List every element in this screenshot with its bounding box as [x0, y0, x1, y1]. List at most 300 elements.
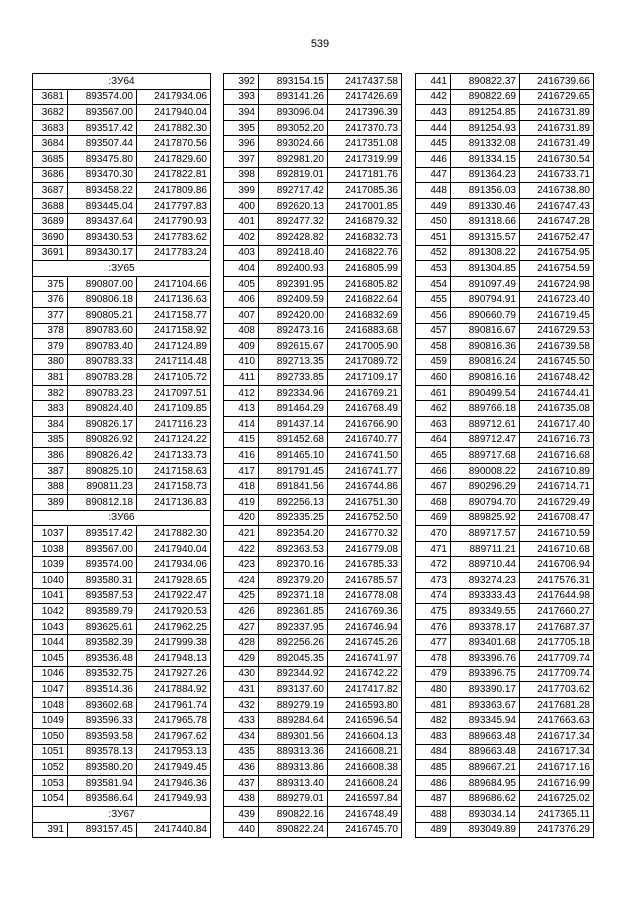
table-row: [224, 573, 402, 589]
point-number: 465: [416, 448, 451, 464]
y-coordinate: 2417370.73: [328, 120, 402, 136]
point-number: 376: [33, 292, 68, 308]
table-row: [224, 89, 402, 105]
y-coordinate: 2417703.62: [520, 682, 594, 698]
x-coordinate: 893034.14: [451, 806, 520, 822]
x-coordinate: 890806.18: [68, 292, 137, 308]
y-coordinate: 2416731.49: [520, 136, 594, 152]
y-coordinate: 2417158.92: [137, 323, 211, 339]
y-coordinate: 2417001.85: [328, 198, 402, 214]
y-coordinate: 2416745.50: [520, 354, 594, 370]
table-row: [33, 573, 211, 589]
y-coordinate: 2416822.76: [328, 245, 402, 261]
y-coordinate: 2416719.45: [520, 307, 594, 323]
x-coordinate: 889717.57: [451, 526, 520, 542]
x-coordinate: 893625.61: [68, 619, 137, 635]
point-number: 448: [416, 183, 451, 199]
x-coordinate: 893574.00: [68, 89, 137, 105]
point-number: 1042: [33, 604, 68, 620]
point-number: 407: [224, 307, 259, 323]
x-coordinate: 890783.33: [68, 354, 137, 370]
y-coordinate: 2416747.28: [520, 214, 594, 230]
table-row: [416, 136, 594, 152]
table-row: [33, 650, 211, 666]
table-row: [416, 448, 594, 464]
table-row: [33, 697, 211, 713]
table-row: [224, 417, 402, 433]
x-coordinate: 893345.94: [451, 713, 520, 729]
point-number: 396: [224, 136, 259, 152]
point-number: 443: [416, 105, 451, 121]
point-number: 476: [416, 619, 451, 635]
table-row: [416, 401, 594, 417]
y-coordinate: 2417953.13: [137, 744, 211, 760]
y-coordinate: 2416785.33: [328, 557, 402, 573]
point-number: 1050: [33, 728, 68, 744]
point-number: 431: [224, 682, 259, 698]
x-coordinate: 893587.53: [68, 588, 137, 604]
x-coordinate: 891356.03: [451, 183, 520, 199]
table-row: [33, 713, 211, 729]
x-coordinate: 893141.26: [259, 89, 328, 105]
point-number: 3686: [33, 167, 68, 183]
table-row: [224, 370, 402, 386]
x-coordinate: 892337.95: [259, 619, 328, 635]
y-coordinate: 2417576.31: [520, 573, 594, 589]
table-row: [416, 276, 594, 292]
point-number: 393: [224, 89, 259, 105]
table-row: [224, 557, 402, 573]
y-coordinate: 2417965.78: [137, 713, 211, 729]
y-coordinate: 2416717.34: [520, 728, 594, 744]
x-coordinate: 890783.40: [68, 339, 137, 355]
table-row: [33, 541, 211, 557]
y-coordinate: 2416717.40: [520, 417, 594, 433]
point-number: 447: [416, 167, 451, 183]
point-number: 392: [224, 74, 259, 90]
x-coordinate: 892354.20: [259, 526, 328, 542]
table-row: [224, 619, 402, 635]
x-coordinate: 891315.57: [451, 229, 520, 245]
y-coordinate: 2417124.22: [137, 432, 211, 448]
x-coordinate: 893430.17: [68, 245, 137, 261]
y-coordinate: 2417934.06: [137, 89, 211, 105]
table-row: [416, 323, 594, 339]
x-coordinate: 893052.20: [259, 120, 328, 136]
y-coordinate: 2416745.70: [328, 822, 402, 838]
x-coordinate: 890499.54: [451, 385, 520, 401]
table-row: [224, 744, 402, 760]
x-coordinate: 890825.10: [68, 463, 137, 479]
y-coordinate: 2416746.94: [328, 619, 402, 635]
table-row: [416, 806, 594, 822]
coordinate-table-2: [223, 73, 402, 838]
page-number: 539: [310, 38, 330, 50]
x-coordinate: 892400.93: [259, 261, 328, 277]
x-coordinate: 893581.94: [68, 775, 137, 791]
x-coordinate: 890660.79: [451, 307, 520, 323]
point-number: 417: [224, 463, 259, 479]
table-row: [33, 307, 211, 323]
point-number: 445: [416, 136, 451, 152]
x-coordinate: 892361.85: [259, 604, 328, 620]
x-coordinate: 889712.61: [451, 417, 520, 433]
x-coordinate: 891334.15: [451, 151, 520, 167]
table-row: [224, 105, 402, 121]
x-coordinate: 890822.37: [451, 74, 520, 90]
point-number: 432: [224, 697, 259, 713]
table-row: [33, 822, 211, 838]
y-coordinate: 2417967.62: [137, 728, 211, 744]
table-row: [416, 557, 594, 573]
table-row: [33, 432, 211, 448]
x-coordinate: 889279.01: [259, 791, 328, 807]
x-coordinate: 893363.67: [451, 697, 520, 713]
y-coordinate: 2416879.32: [328, 214, 402, 230]
point-number: 3687: [33, 183, 68, 199]
table-row: [33, 791, 211, 807]
table-row: [416, 744, 594, 760]
section-header-row: [33, 261, 211, 277]
table-row: [224, 604, 402, 620]
y-coordinate: 2416738.80: [520, 183, 594, 199]
y-coordinate: 2416805.82: [328, 276, 402, 292]
y-coordinate: 2417089.72: [328, 354, 402, 370]
x-coordinate: 890794.70: [451, 495, 520, 511]
point-number: 457: [416, 323, 451, 339]
y-coordinate: 2416832.69: [328, 307, 402, 323]
table-row: [224, 775, 402, 791]
x-coordinate: 889712.47: [451, 432, 520, 448]
x-coordinate: 889766.18: [451, 401, 520, 417]
point-number: 412: [224, 385, 259, 401]
point-number: 387: [33, 463, 68, 479]
y-coordinate: 2416608.38: [328, 760, 402, 776]
x-coordinate: 893567.00: [68, 541, 137, 557]
y-coordinate: 2417376.29: [520, 822, 594, 838]
x-coordinate: 889284.64: [259, 713, 328, 729]
y-coordinate: 2417928.65: [137, 573, 211, 589]
x-coordinate: 889663.48: [451, 728, 520, 744]
x-coordinate: 890816.24: [451, 354, 520, 370]
x-coordinate: 893574.00: [68, 557, 137, 573]
point-number: 1053: [33, 775, 68, 791]
point-number: 471: [416, 541, 451, 557]
section-header: :ЗУ66: [33, 510, 211, 526]
x-coordinate: 893514.36: [68, 682, 137, 698]
point-number: 489: [416, 822, 451, 838]
table-row: [33, 198, 211, 214]
x-coordinate: 890807.00: [68, 276, 137, 292]
point-number: 428: [224, 635, 259, 651]
y-coordinate: 2416731.89: [520, 120, 594, 136]
table-row: [33, 339, 211, 355]
table-row: [224, 307, 402, 323]
y-coordinate: 2417437.58: [328, 74, 402, 90]
point-number: 380: [33, 354, 68, 370]
point-number: 416: [224, 448, 259, 464]
point-number: 446: [416, 151, 451, 167]
table-row: [33, 495, 211, 511]
y-coordinate: 2417426.69: [328, 89, 402, 105]
table-row: [33, 635, 211, 651]
table-row: [224, 463, 402, 479]
y-coordinate: 2417882.30: [137, 120, 211, 136]
table-row: [416, 713, 594, 729]
x-coordinate: 890008.22: [451, 463, 520, 479]
x-coordinate: 893401.68: [451, 635, 520, 651]
y-coordinate: 2416752.47: [520, 229, 594, 245]
point-number: 427: [224, 619, 259, 635]
table-row: [224, 354, 402, 370]
table-row: [416, 682, 594, 698]
y-coordinate: 2416714.71: [520, 479, 594, 495]
point-number: 453: [416, 261, 451, 277]
y-coordinate: 2417114.48: [137, 354, 211, 370]
table-row: [33, 588, 211, 604]
table-row: [33, 526, 211, 542]
y-coordinate: 2416723.40: [520, 292, 594, 308]
y-coordinate: 2417005.90: [328, 339, 402, 355]
table-row: [224, 401, 402, 417]
table-row: [224, 682, 402, 698]
point-number: 386: [33, 448, 68, 464]
point-number: 470: [416, 526, 451, 542]
table-row: [224, 120, 402, 136]
x-coordinate: 890783.23: [68, 385, 137, 401]
table-row: [416, 588, 594, 604]
point-number: 1045: [33, 650, 68, 666]
point-number: 395: [224, 120, 259, 136]
point-number: 483: [416, 728, 451, 744]
x-coordinate: 893567.00: [68, 105, 137, 121]
point-number: 1051: [33, 744, 68, 760]
x-coordinate: 893154.15: [259, 74, 328, 90]
y-coordinate: 2417822.81: [137, 167, 211, 183]
y-coordinate: 2417158.77: [137, 307, 211, 323]
y-coordinate: 2417417.82: [328, 682, 402, 698]
table-row: [416, 463, 594, 479]
section-header: :ЗУ65: [33, 261, 211, 277]
x-coordinate: 893596.33: [68, 713, 137, 729]
x-coordinate: 889711.21: [451, 541, 520, 557]
x-coordinate: 893602.68: [68, 697, 137, 713]
point-number: 3684: [33, 136, 68, 152]
x-coordinate: 892335.25: [259, 510, 328, 526]
point-number: 421: [224, 526, 259, 542]
x-coordinate: 890824.40: [68, 401, 137, 417]
point-number: 487: [416, 791, 451, 807]
point-number: 382: [33, 385, 68, 401]
table-row: [33, 744, 211, 760]
point-number: 450: [416, 214, 451, 230]
y-coordinate: 2417949.93: [137, 791, 211, 807]
table-row: [416, 307, 594, 323]
y-coordinate: 2417999.38: [137, 635, 211, 651]
table-row: [416, 105, 594, 121]
table-row: [416, 354, 594, 370]
point-number: 422: [224, 541, 259, 557]
point-number: 378: [33, 323, 68, 339]
y-coordinate: 2417181.76: [328, 167, 402, 183]
table-row: [416, 635, 594, 651]
point-number: 377: [33, 307, 68, 323]
point-number: 1048: [33, 697, 68, 713]
point-number: 418: [224, 479, 259, 495]
y-coordinate: 2417940.04: [137, 541, 211, 557]
x-coordinate: 893589.79: [68, 604, 137, 620]
x-coordinate: 893437.64: [68, 214, 137, 230]
table-row: [416, 666, 594, 682]
x-coordinate: 892370.16: [259, 557, 328, 573]
table-row: [224, 323, 402, 339]
x-coordinate: 892620.13: [259, 198, 328, 214]
point-number: 3681: [33, 89, 68, 105]
x-coordinate: 892428.82: [259, 229, 328, 245]
point-number: 384: [33, 417, 68, 433]
x-coordinate: 892379.20: [259, 573, 328, 589]
y-coordinate: 2416747.43: [520, 198, 594, 214]
x-coordinate: 893274.23: [451, 573, 520, 589]
y-coordinate: 2417365.11: [520, 806, 594, 822]
y-coordinate: 2417097.51: [137, 385, 211, 401]
x-coordinate: 891330.46: [451, 198, 520, 214]
table-row: [224, 276, 402, 292]
x-coordinate: 889663.48: [451, 744, 520, 760]
y-coordinate: 2417709.74: [520, 666, 594, 682]
table-row: [33, 323, 211, 339]
y-coordinate: 2417829.60: [137, 151, 211, 167]
table-row: [416, 479, 594, 495]
x-coordinate: 892473.16: [259, 323, 328, 339]
table-row: [33, 619, 211, 635]
x-coordinate: 893582.39: [68, 635, 137, 651]
table-row: [33, 167, 211, 183]
table-row: [33, 448, 211, 464]
x-coordinate: 889667.21: [451, 760, 520, 776]
y-coordinate: 2416770.32: [328, 526, 402, 542]
table-row: [33, 105, 211, 121]
table-row: [416, 650, 594, 666]
table-row: [416, 167, 594, 183]
x-coordinate: 889710.44: [451, 557, 520, 573]
point-number: 410: [224, 354, 259, 370]
y-coordinate: 2416708.47: [520, 510, 594, 526]
table-row: [224, 713, 402, 729]
table-row: [33, 120, 211, 136]
table-row: [224, 479, 402, 495]
table-row: [416, 541, 594, 557]
x-coordinate: 889313.86: [259, 760, 328, 776]
y-coordinate: 2417644.98: [520, 588, 594, 604]
y-coordinate: 2417116.23: [137, 417, 211, 433]
point-number: 398: [224, 167, 259, 183]
table-row: [224, 183, 402, 199]
x-coordinate: 890822.16: [259, 806, 328, 822]
table-row: [416, 791, 594, 807]
table-row: [33, 401, 211, 417]
x-coordinate: 891464.29: [259, 401, 328, 417]
table-row: [33, 183, 211, 199]
point-number: 482: [416, 713, 451, 729]
point-number: 466: [416, 463, 451, 479]
y-coordinate: 2416716.99: [520, 775, 594, 791]
x-coordinate: 891364.23: [451, 167, 520, 183]
x-coordinate: 892344.92: [259, 666, 328, 682]
table-row: [224, 697, 402, 713]
point-number: 430: [224, 666, 259, 682]
table-row: [224, 495, 402, 511]
y-coordinate: 2417961.74: [137, 697, 211, 713]
y-coordinate: 2416741.77: [328, 463, 402, 479]
point-number: 459: [416, 354, 451, 370]
y-coordinate: 2416710.59: [520, 526, 594, 542]
y-coordinate: 2416751.30: [328, 495, 402, 511]
y-coordinate: 2416769.36: [328, 604, 402, 620]
x-coordinate: 893507.44: [68, 136, 137, 152]
y-coordinate: 2416740.77: [328, 432, 402, 448]
table-row: [224, 822, 402, 838]
table-row: [416, 526, 594, 542]
x-coordinate: 891318.66: [451, 214, 520, 230]
x-coordinate: 892733.85: [259, 370, 328, 386]
table-row: [416, 198, 594, 214]
y-coordinate: 2417934.06: [137, 557, 211, 573]
table-row: [224, 214, 402, 230]
table-row: [33, 385, 211, 401]
x-coordinate: 893096.04: [259, 105, 328, 121]
y-coordinate: 2416716.73: [520, 432, 594, 448]
x-coordinate: 889313.36: [259, 744, 328, 760]
point-number: 1037: [33, 526, 68, 542]
table-row: [33, 292, 211, 308]
y-coordinate: 2416832.73: [328, 229, 402, 245]
y-coordinate: 2417109.85: [137, 401, 211, 417]
y-coordinate: 2416805.99: [328, 261, 402, 277]
table-row: [224, 432, 402, 448]
table-row: [224, 791, 402, 807]
table-row: [33, 89, 211, 105]
x-coordinate: 890805.21: [68, 307, 137, 323]
point-number: 486: [416, 775, 451, 791]
point-number: 458: [416, 339, 451, 355]
table-row: [416, 573, 594, 589]
y-coordinate: 2416748.49: [328, 806, 402, 822]
x-coordinate: 891437.14: [259, 417, 328, 433]
table-row: [33, 728, 211, 744]
table-row: [224, 541, 402, 557]
y-coordinate: 2416604.13: [328, 728, 402, 744]
y-coordinate: 2416745.26: [328, 635, 402, 651]
point-number: 462: [416, 401, 451, 417]
y-coordinate: 2417124.89: [137, 339, 211, 355]
x-coordinate: 890811.23: [68, 479, 137, 495]
table-row: [33, 463, 211, 479]
section-header-row: [33, 806, 211, 822]
x-coordinate: 893445.04: [68, 198, 137, 214]
table-row: [224, 526, 402, 542]
y-coordinate: 2416729.53: [520, 323, 594, 339]
x-coordinate: 889684.95: [451, 775, 520, 791]
table-row: [224, 151, 402, 167]
point-number: 488: [416, 806, 451, 822]
y-coordinate: 2416744.41: [520, 385, 594, 401]
x-coordinate: 892981.20: [259, 151, 328, 167]
point-number: 464: [416, 432, 451, 448]
x-coordinate: 893333.43: [451, 588, 520, 604]
y-coordinate: 2417663.63: [520, 713, 594, 729]
y-coordinate: 2417085.36: [328, 183, 402, 199]
